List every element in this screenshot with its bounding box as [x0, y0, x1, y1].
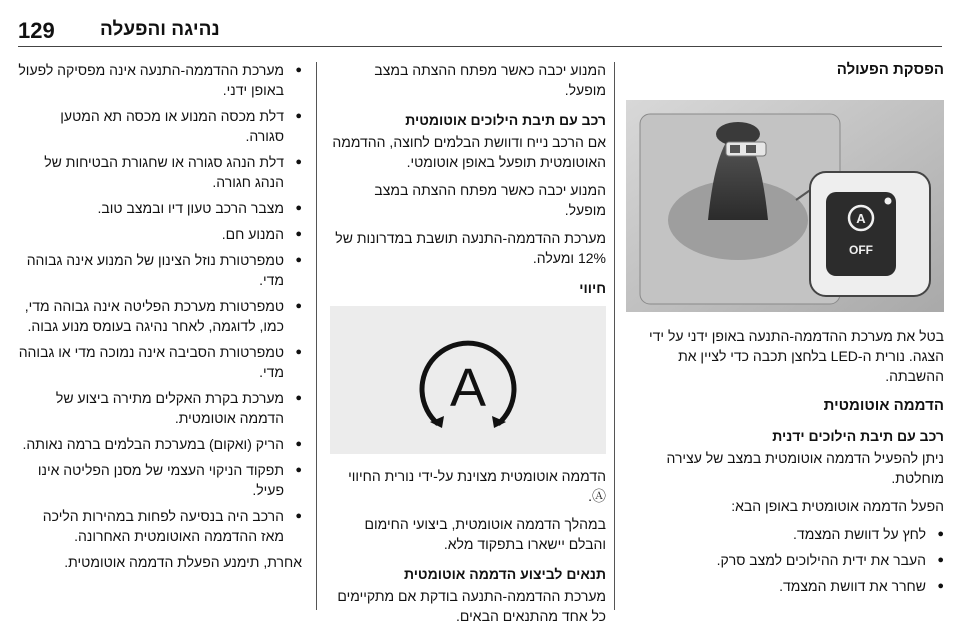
indicator-icon-box — [330, 306, 606, 454]
auto-stop-indicator-icon — [330, 306, 606, 454]
list-item: ● תפקוד הניקוי העצמי של מסנן הפליטה אינו פעיל. — [18, 460, 302, 500]
paragraph: המנוע יכבה כאשר מפתח ההצתה במצב מופעל. — [374, 62, 606, 98]
list-item: ● טמפרטורת מערכת הפליטה אינה גבוהה מדי, כמו, לדוגמה, לאחר נהיגה בעומס מנוע גבוה. — [18, 296, 302, 336]
column-divider — [614, 62, 615, 610]
list-item: ● טמפרטורת הסביבה אינה נמוכה מדי או גבוהה מדי. — [18, 342, 302, 382]
header-rule — [18, 46, 942, 47]
svg-text:A: A — [856, 211, 866, 226]
list-item: ● המנוע חם. — [18, 224, 302, 244]
list-item: ● דלת הנהג סגורה או שחגורת הבטיחות של הנהג חגורה. — [18, 152, 302, 192]
paragraph: המנוע יכבה כאשר מפתח ההצתה במצב מופעל. — [374, 182, 606, 218]
caption: בטל את מערכת ההדממה-התנעה באופן ידני על ידי הצגה. נורית ה-LED בלחצן תכבה כדי לציין את ההשבתה. — [649, 328, 944, 384]
page-header — [0, 0, 960, 46]
console-illustration — [626, 100, 944, 312]
paragraph: מערכת ההדממה-התנעה תושבת במדרונות של 12% ומעלה. — [335, 230, 606, 266]
right-column — [626, 60, 944, 602]
indicator-heading: חיווי — [579, 280, 606, 296]
paragraph: הדממה אוטומטית מצוינת על-ידי נורית החיווי Ⓐ. — [348, 468, 606, 504]
list-item: ● לחץ על דוושת המצמד. — [626, 524, 944, 544]
indicator-letter: A — [449, 358, 487, 418]
list-item: ● העבר את ידית ההילוכים למצב סרק. — [626, 550, 944, 570]
list-item: ● מצבר הרכב טעון דיו ובמצב טוב. — [18, 198, 302, 218]
activation-steps — [626, 524, 944, 596]
left-column — [18, 60, 302, 580]
manual-heading: הדממה אוטומטית — [823, 397, 944, 414]
off-label: OFF — [849, 243, 873, 257]
section-title: הפסקת הפעולה — [836, 61, 944, 78]
closing-text: אחרת, תימנע הפעלת הדממה אוטומטית. — [64, 554, 302, 570]
paragraph: אם הרכב נייח ודוושת הבלמים לחוצה, ההדממה האוטומטית תופעל באופן אוטומטי. — [332, 134, 606, 170]
running-title: נהיגה והפעלה — [100, 19, 220, 40]
manual-sub-heading: רכב עם תיבת הילוכים ידנית — [772, 428, 944, 444]
middle-column — [330, 60, 606, 634]
page-number: 129 — [18, 18, 55, 43]
paragraph: מערכת ההדממה-התנעה בודקת אם מתקיימים כל אחד מהתנאים הבאים. — [337, 588, 606, 624]
list-item: ● טמפרטורת נוזל הצינון של המנוע אינה גבוהה מדי. — [18, 250, 302, 290]
column-divider — [316, 62, 317, 610]
list-item: ● שחרר את דוושת המצמד. — [626, 576, 944, 596]
conditions-heading: תנאים לביצוע הדממה אוטומטית — [403, 566, 606, 582]
list-item: ● דלת מכסה המנוע או מכסה תא המטען סגורה. — [18, 106, 302, 146]
list-item: ● הרכב היה בנסיעה לפחות במהירות הליכה מאז ההדממה האוטומטית האחרונה. — [18, 506, 302, 546]
paragraph: במהלך הדממה אוטומטית, ביצועי החימום והבלם יישארו בתפקוד מלא. — [364, 516, 606, 552]
list-item: ● מערכת ההדממה-התנעה אינה מפסיקה לפעול באופן ידני. — [18, 60, 302, 100]
list-item: ● מערכת בקרת האקלים מתירה ביצוע של הדממה אוטומטית. — [18, 388, 302, 428]
list-item: ● הריק (ואקום) במערכת הבלמים ברמה נאותה. — [18, 434, 302, 454]
activate-intro: הפעל הדממה אוטומטית באופן הבא: — [731, 498, 944, 514]
conditions-list — [18, 60, 302, 546]
manual-sub-text: ניתן להפעיל הדממה אוטומטית במצב של עצירה מוחלטת. — [666, 450, 944, 486]
auto-heading: רכב עם תיבת הילוכים אוטומטית — [405, 112, 606, 128]
stop-start-button-photo — [626, 100, 944, 312]
